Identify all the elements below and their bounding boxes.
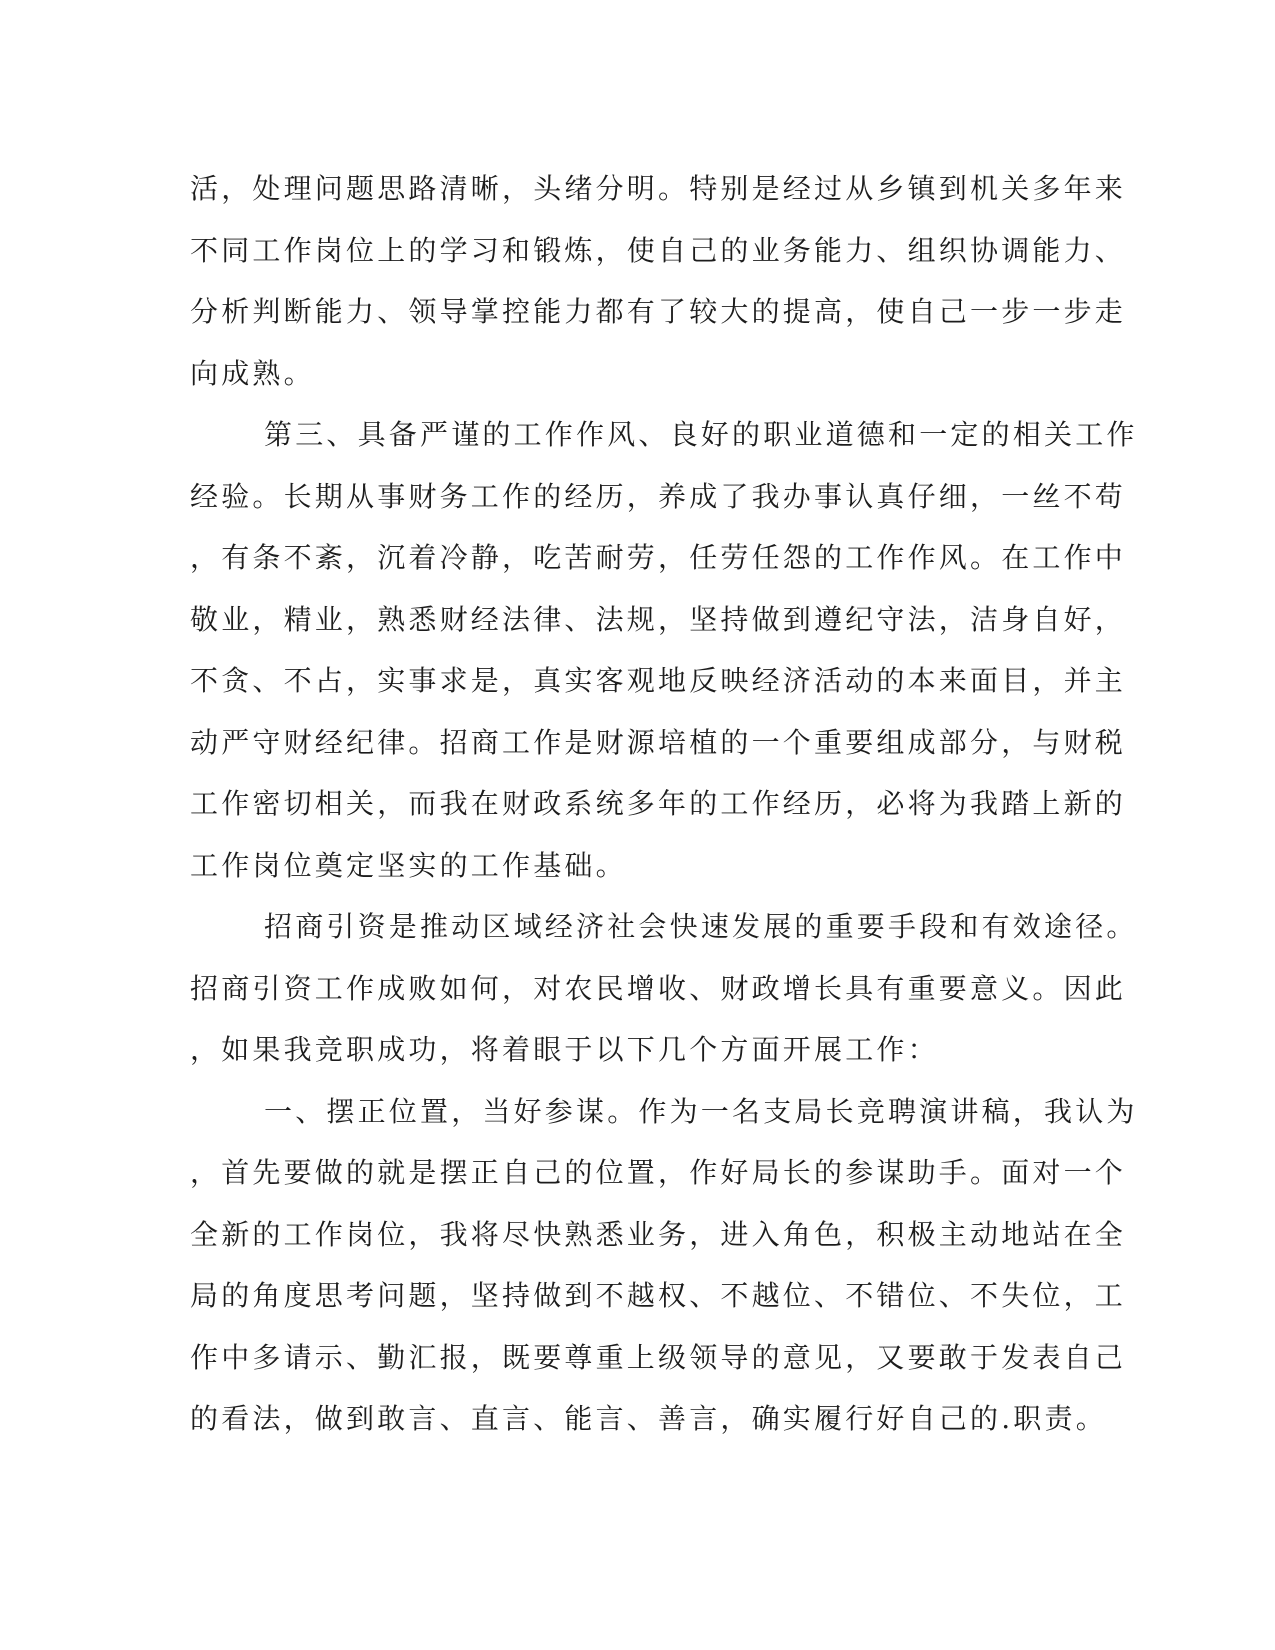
text-line: 全新的工作岗位，我将尽快熟悉业务，进入角色，积极主动地站在全 — [190, 1217, 1127, 1251]
text-line: 不贪、不占，实事求是，真实客观地反映经济活动的本来面目，并主 — [190, 664, 1127, 697]
text-line: 分析判断能力、领导掌控能力都有了较大的提高，使自己一步一步走 — [190, 295, 1127, 328]
text-line: 第三、具备严谨的工作作风、良好的职业道德和一定的相关工作 — [264, 418, 1138, 451]
text-line: 工作密切相关，而我在财政系统多年的工作经历，必将为我踏上新的 — [190, 787, 1127, 820]
text-line: 工作岗位奠定坚实的工作基础。 — [190, 848, 627, 882]
text-line: ，如果我竞职成功，将着眼于以下几个方面开展工作： — [190, 1033, 939, 1066]
text-line: 一、摆正位置，当好参谋。作为一名支局长竞聘演讲稿，我认为 — [264, 1094, 1138, 1128]
text-line: 招商引资是推动区域经济社会快速发展的重要手段和有效途径。 — [264, 910, 1138, 943]
text-line: 局的角度思考问题，坚持做到不越权、不越位、不错位、不失位，工 — [190, 1279, 1127, 1312]
text-line: ，有条不紊，沉着冷静，吃苦耐劳，任劳任怨的工作作风。在工作中 — [190, 541, 1127, 574]
text-line: 敬业，精业，熟悉财经法律、法规，坚持做到遵纪守法，洁身自好， — [190, 602, 1127, 636]
body-text — [190, 158, 1138, 1450]
text-line: 动严守财经纪律。招商工作是财源培植的一个重要组成部分，与财税 — [190, 725, 1127, 759]
text-line: 活，处理问题思路清晰，头绪分明。特别是经过从乡镇到机关多年来 — [190, 172, 1127, 205]
text-line: 经验。长期从事财务工作的经历，养成了我办事认真仔细，一丝不苟 — [190, 479, 1127, 513]
text-line: 的看法，做到敢言、直言、能言、善言，确实履行好自己的.职责。 — [190, 1402, 1107, 1435]
text-line: ，首先要做的就是摆正自己的位置，作好局长的参谋助手。面对一个 — [190, 1156, 1127, 1189]
text-line: 不同工作岗位上的学习和锻炼，使自己的业务能力、组织协调能力、 — [190, 233, 1127, 267]
text-line: 作中多请示、勤汇报，既要尊重上级领导的意见，又要敢于发表自己 — [190, 1340, 1127, 1374]
text-line: 招商引资工作成败如何，对农民增收、财政增长具有重要意义。因此 — [190, 971, 1127, 1005]
text-line: 向成熟。 — [190, 356, 315, 390]
